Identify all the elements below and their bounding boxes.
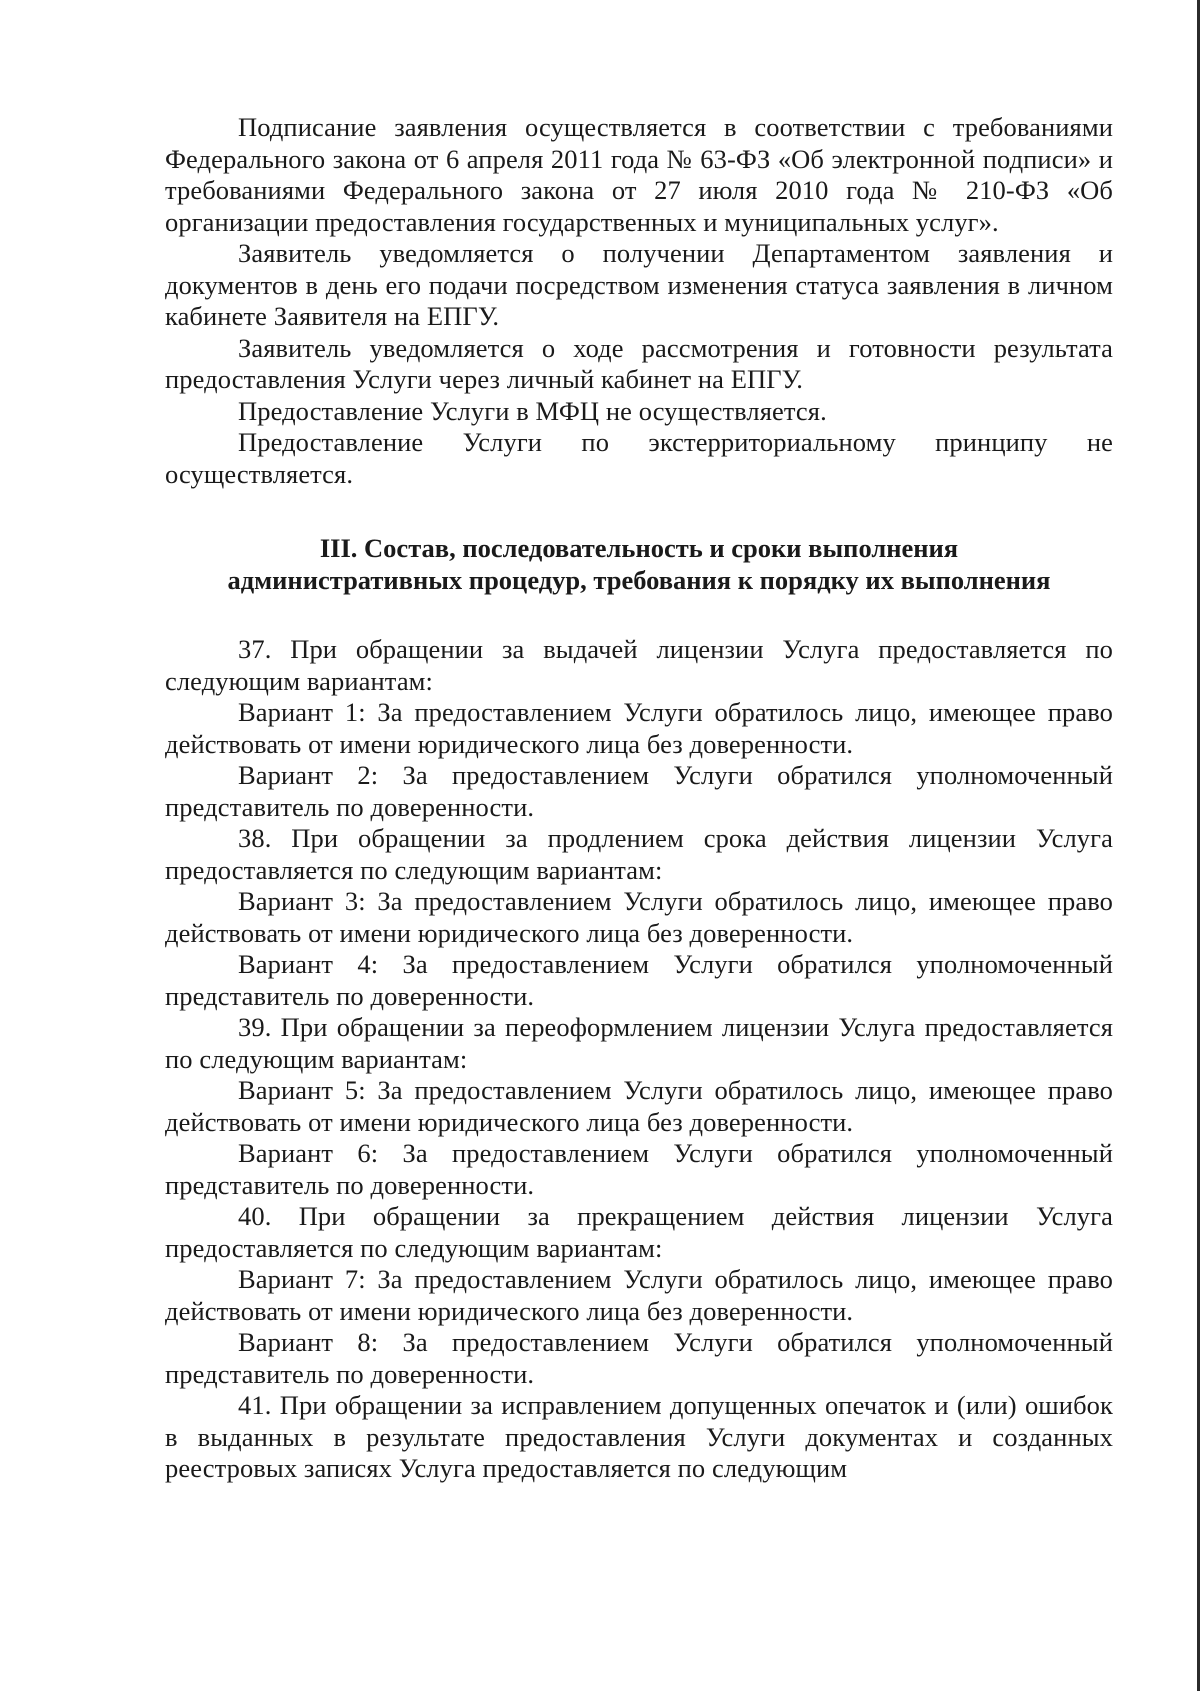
paragraph-variant-1: Вариант 1: За предоставлением Услуги обратилось лицо, имеющее право действовать от имени юридического лица без доверенности. (165, 697, 1113, 759)
paragraph-variant-8: Вариант 8: За предоставлением Услуги обратился уполномоченный представитель по доверенности. (165, 1327, 1113, 1389)
section-heading: III. Состав, последовательность и сроки выполнения административных процедур, требования к порядку их выполнения (227, 533, 1051, 595)
paragraph-variant-2: Вариант 2: За предоставлением Услуги обратился уполномоченный представитель по доверенности. (165, 760, 1113, 822)
paragraph-item-40: 40. При обращении за прекращением действия лицензии Услуга предоставляется по следующим вариантам: (165, 1201, 1113, 1263)
paragraph-receipt-notice: Заявитель уведомляется о получении Департаментом заявления и документов в день его подачи посредством изменения статуса заявления в личном кабинете Заявителя на ЕПГУ. (165, 238, 1113, 331)
paragraph-variant-4: Вариант 4: За предоставлением Услуги обратился уполномоченный представитель по доверенности. (165, 949, 1113, 1011)
paragraph-mfc: Предоставление Услуги в МФЦ не осуществляется. (238, 395, 827, 426)
paragraph-variant-7: Вариант 7: За предоставлением Услуги обратилось лицо, имеющее право действовать от имени юридического лица без доверенности. (165, 1264, 1113, 1326)
document-body (165, 112, 1113, 1485)
paragraph-variant-3: Вариант 3: За предоставлением Услуги обратилось лицо, имеющее право действовать от имени юридического лица без доверенности. (165, 886, 1113, 948)
paragraph-item-38: 38. При обращении за продлением срока действия лицензии Услуга предоставляется по следующим вариантам: (165, 823, 1113, 885)
paragraph-item-37: 37. При обращении за выдачей лицензии Услуга предоставляется по следующим вариантам: (165, 634, 1113, 696)
paragraph-progress-notice: Заявитель уведомляется о ходе рассмотрения и готовности результата предоставления Услуги через личный кабинет на ЕПГУ. (165, 332, 1113, 394)
paragraph-signing: Подписание заявления осуществляется в соответствии с требованиями Федерального закона от 6 апреля 2011 года № 63-ФЗ «Об электронной подписи» и требованиями Федерального закона от 27 июля 2010 года № 210-ФЗ «Об организации предоставления государственных и муниципальных услуг». (165, 112, 1113, 237)
paragraph-item-41: 41. При обращении за исправлением допущенных опечаток и (или) ошибок в выданных в результате предоставления Услуги документах и созданных реестровых записях Услуга предоставляется по следующим (165, 1390, 1113, 1483)
paragraph-variant-6: Вариант 6: За предоставлением Услуги обратился уполномоченный представитель по доверенности. (165, 1138, 1113, 1200)
paragraph-variant-5: Вариант 5: За предоставлением Услуги обратилось лицо, имеющее право действовать от имени юридического лица без доверенности. (165, 1075, 1113, 1137)
paragraph-item-39: 39. При обращении за переоформлением лицензии Услуга предоставляется по следующим вариантам: (165, 1012, 1113, 1074)
paragraph-extraterritorial: Предоставление Услуги по экстерриториальному принципу не осуществляется. (165, 427, 1113, 489)
